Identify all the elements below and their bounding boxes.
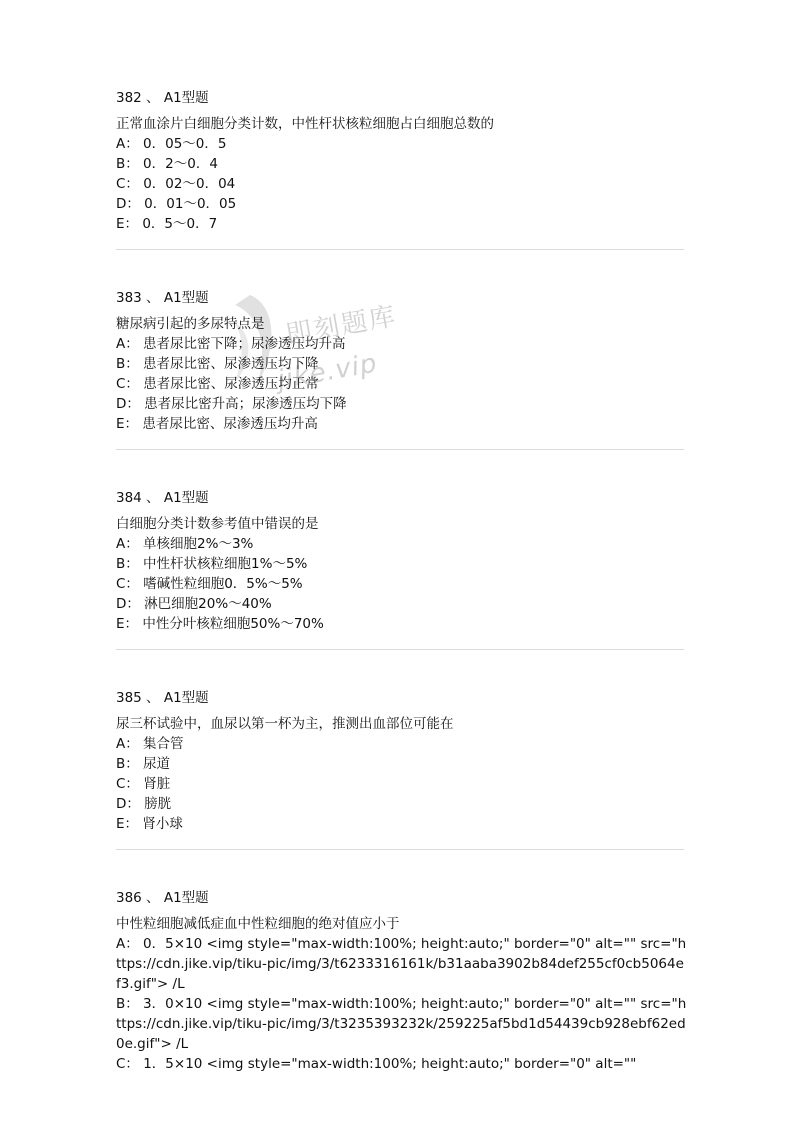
option-c: C： 嗜碱性粒细胞0．5%～5% [116, 576, 303, 592]
option-a: A： 0．05～0．5 [116, 136, 227, 152]
watermark-text-url: jike.vip [275, 348, 380, 396]
question-block [116, 688, 686, 834]
question-block [116, 88, 686, 234]
option-c: C： 肾脏 [116, 776, 171, 792]
question-block [116, 888, 688, 1074]
option-d: D： 患者尿比密升高；尿渗透压均下降 [116, 396, 347, 412]
divider [116, 849, 684, 850]
option-c: C： 1．5×10 <img style="max-width:100%; height:auto;" border="0" alt="" [116, 1056, 637, 1072]
divider [116, 449, 684, 450]
option-d: D： 淋巴细胞20%～40% [116, 596, 272, 612]
question-stem: 正常血涂片白细胞分类计数，中性杆状核粒细胞占白细胞总数的 [116, 116, 494, 132]
option-a: A： 0．5×10 <img style="max-width:100%; height:auto;" border="0" alt="" src="https://cdn.jike.vip/tiku-pic/img/3/t6233316161k/b31aaba3902b84def255cf0cb5064ef3.gif"> /L [116, 936, 687, 992]
question-stem: 糖尿病引起的多尿特点是 [116, 316, 265, 332]
divider [116, 649, 684, 650]
question-header: 383 、 A1型题 [116, 290, 209, 306]
option-e: E： 肾小球 [116, 816, 183, 832]
question-stem: 尿三杯试验中，血尿以第一杯为主，推测出血部位可能在 [116, 716, 454, 732]
option-e: E： 中性分叶核粒细胞50%～70% [116, 616, 324, 632]
question-block [116, 288, 686, 434]
question-header: 385 、 A1型题 [116, 690, 209, 706]
option-d: D： 0．01～0．05 [116, 196, 237, 212]
question-stem: 白细胞分类计数参考值中错误的是 [116, 516, 319, 532]
option-b: B： 0．2～0．4 [116, 156, 218, 172]
question-header: 386 、 A1型题 [116, 890, 209, 906]
option-b: B： 3．0×10 <img style="max-width:100%; height:auto;" border="0" alt="" src="https://cdn.jike.vip/tiku-pic/img/3/t3235393232k/259225af5bd1d54439cb928ebf62ed0e.gif"> /L [116, 996, 687, 1052]
divider [116, 249, 684, 250]
option-d: D： 膀胱 [116, 796, 172, 812]
option-e: E： 患者尿比密、尿渗透压均升高 [116, 416, 318, 432]
option-a: A： 单核细胞2%～3% [116, 536, 254, 552]
question-block [116, 488, 686, 634]
question-stem: 中性粒细胞减低症血中性粒细胞的绝对值应小于 [116, 916, 400, 932]
option-a: A： 患者尿比密下降；尿渗透压均升高 [116, 336, 346, 352]
watermark-text-brand: 即刻题库 [283, 301, 400, 351]
question-header: 382 、 A1型题 [116, 90, 209, 106]
option-c: C： 患者尿比密、尿渗透压均正常 [116, 376, 319, 392]
question-header: 384 、 A1型题 [116, 490, 209, 506]
option-b: B： 中性杆状核粒细胞1%～5% [116, 556, 308, 572]
option-b: B： 患者尿比密、尿渗透压均下降 [116, 356, 319, 372]
option-c: C： 0．02～0．04 [116, 176, 236, 192]
option-b: B： 尿道 [116, 756, 171, 772]
option-e: E： 0．5～0．7 [116, 216, 218, 232]
option-a: A： 集合管 [116, 736, 184, 752]
